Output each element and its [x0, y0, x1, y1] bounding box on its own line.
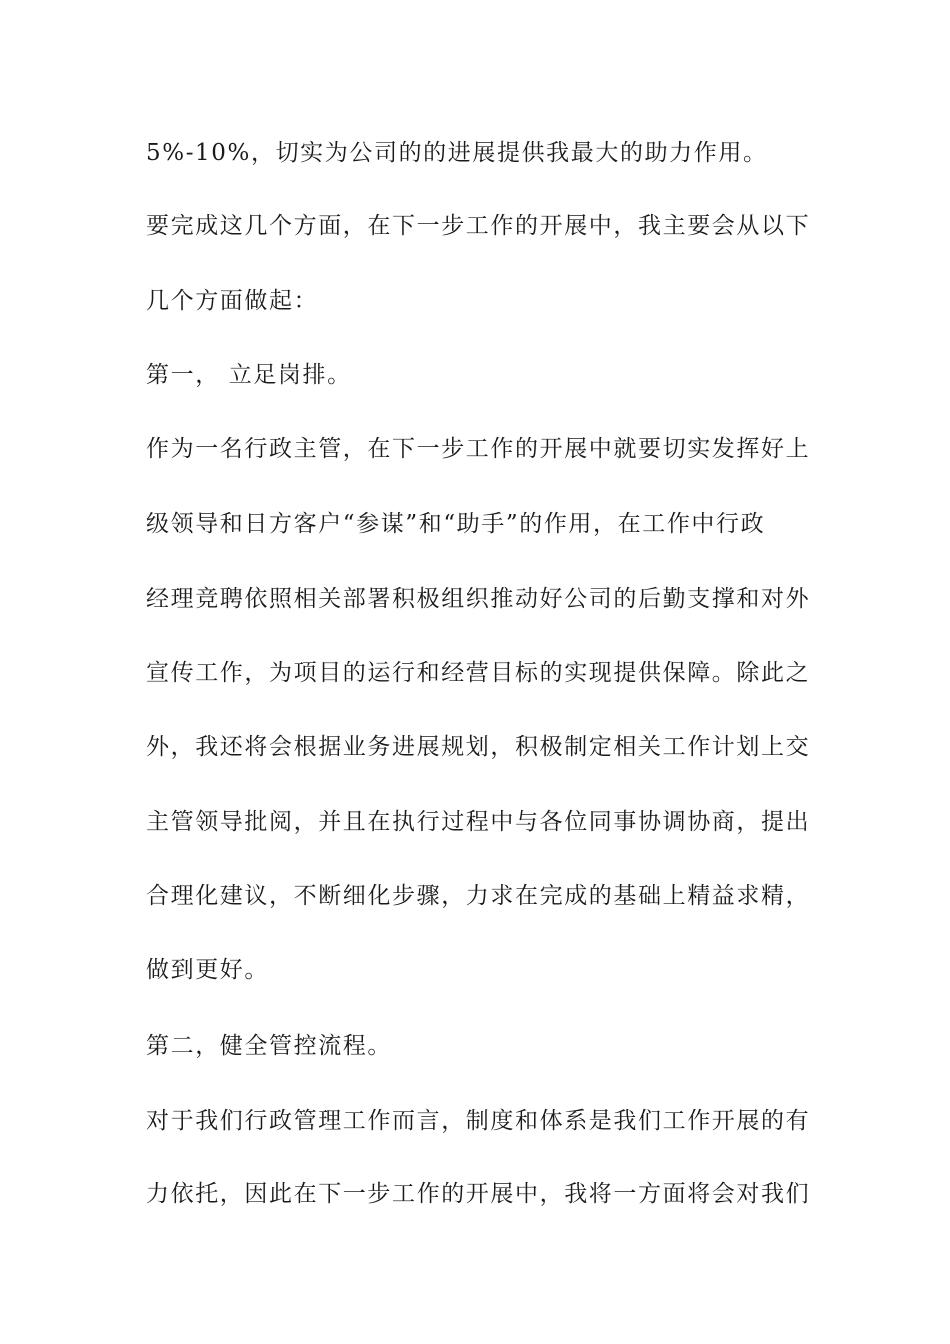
text-line-10: 主管领导批阅，并且在执行过程中与各位同事协调协商，提出 [146, 809, 811, 835]
text-line-14: 对于我们行政管理工作而言，制度和体系是我们工作开展的有 [146, 1108, 811, 1134]
text-line-6: 级领导和日方客户“参谋”和“助手”的作用，在工作中行政 [146, 511, 766, 537]
text-line-1: 5%-10%，切实为公司的的进展提供我最大的助力作用。 [146, 140, 768, 166]
text-line-11: 合理化建议，不断细化步骤，力求在完成的基础上精益求精， [146, 883, 811, 909]
text-line-4: 第一， 立足岗排。 [146, 362, 352, 388]
text-line-2: 要完成这几个方面，在下一步工作的开展中，我主要会从以下 [146, 213, 811, 239]
text-line-15: 力依托，因此在下一步工作的开展中，我将一方面将会对我们 [146, 1181, 811, 1207]
text-line-12: 做到更好。 [146, 957, 269, 983]
text-line-8: 宣传工作，为项目的运行和经营目标的实现提供保障。除此之 [146, 660, 811, 686]
text-line-7: 经理竞聘依照相关部署积极组织推动好公司的后勤支撑和对外 [146, 586, 811, 612]
text-line-9: 外，我还将会根据业务进展规划，积极制定相关工作计划上交 [146, 734, 811, 760]
text-line-3: 几个方面做起： [146, 288, 319, 314]
text-line-5: 作为一名行政主管，在下一步工作的开展中就要切实发挥好上 [146, 436, 811, 462]
text-line-13: 第二，健全管控流程。 [146, 1033, 392, 1059]
